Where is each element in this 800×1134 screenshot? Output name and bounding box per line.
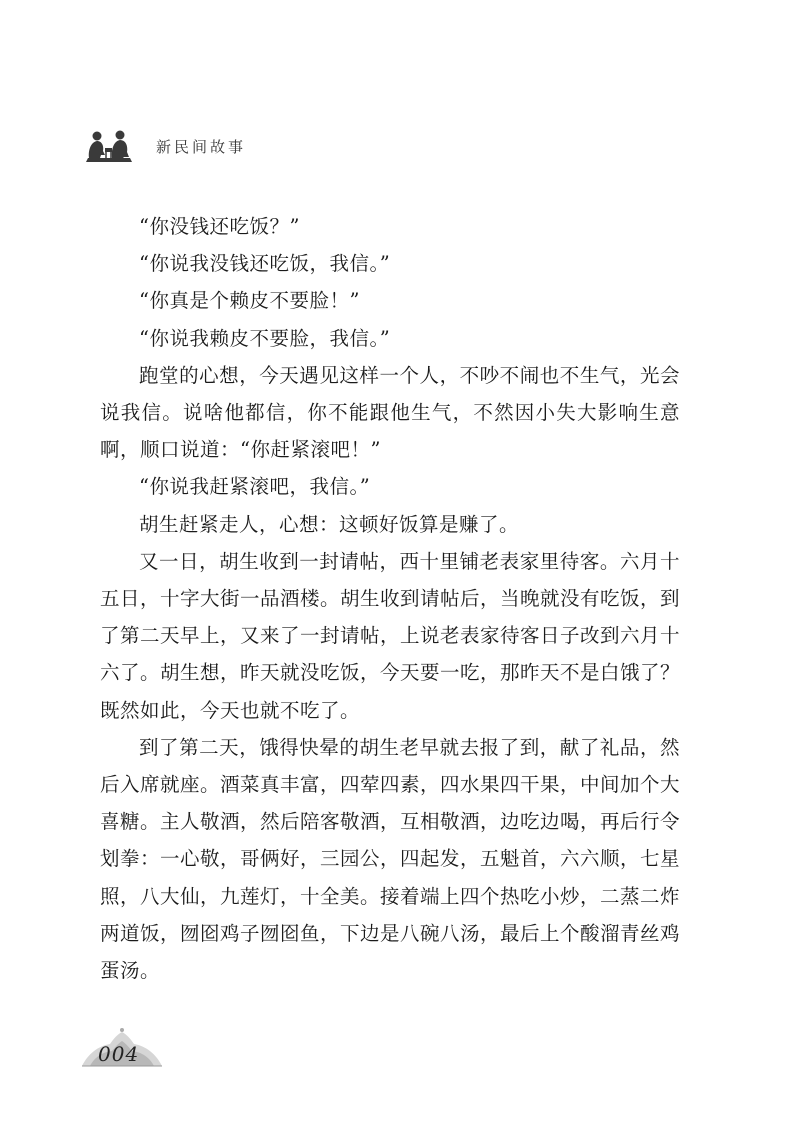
paragraph: “你没钱还吃饭？”: [139, 215, 300, 238]
page-footer: [80, 1024, 164, 1068]
paragraph: 跑堂的心想，今天遇见这样一个人，不吵不闹也不生气，光会说我信。说啥他都信，你不能跟他生气，不然因小失大影响生意啊，顺口说道：“你赶紧滚吧！”: [100, 363, 680, 462]
paragraph: 又一日，胡生收到一封请帖，西十里铺老表家里待客。六月十五日，十字大街一品酒楼。胡生收到请帖后，当晚就没有吃饭，到了第二天早上，又来了一封请帖，上说老表家待客日子改到六月十六了。胡生想，昨天就没吃饭，今天要一吃，那昨天不是白饿了？既然如此，今天也就不吃了。: [100, 549, 681, 722]
paragraph: 到了第二天，饿得快晕的胡生老早就去报了到，献了礼品，然后入席就座。酒菜真丰富，四荤四素，四水果四干果，中间加个大喜糖。主人敬酒，然后陪客敬酒，互相敬酒，边吃边喝，再后行令划拳：一心敬，哥俩好，三园公，四起发，五魁首，六六顺，七星照，八大仙，九莲灯，十全美。接着端上四个热吃小炒，二蒸二炸两道饭，囫囵鸡子囫囵鱼，下边是八碗八汤，最后上个酸溜青丝鸡蛋汤。: [100, 735, 681, 983]
book-series-title: 新民间故事: [156, 137, 247, 156]
seated-figures-logo-icon: [84, 128, 134, 164]
paragraph: “你真是个赖皮不要脸！”: [139, 289, 360, 313]
paragraph: 胡生赶紧走人，心想：这顿好饭算是赚了。: [139, 512, 520, 536]
story-text-body: [100, 208, 680, 989]
paragraph: “你说我没钱还吃饭，我信。”: [139, 252, 391, 276]
page-header: [84, 126, 246, 166]
paragraph: “你说我赖皮不要脸，我信。”: [139, 326, 391, 350]
page-number: 004: [98, 1042, 140, 1066]
paragraph: “你说我赶紧滚吧，我信。”: [139, 475, 371, 499]
